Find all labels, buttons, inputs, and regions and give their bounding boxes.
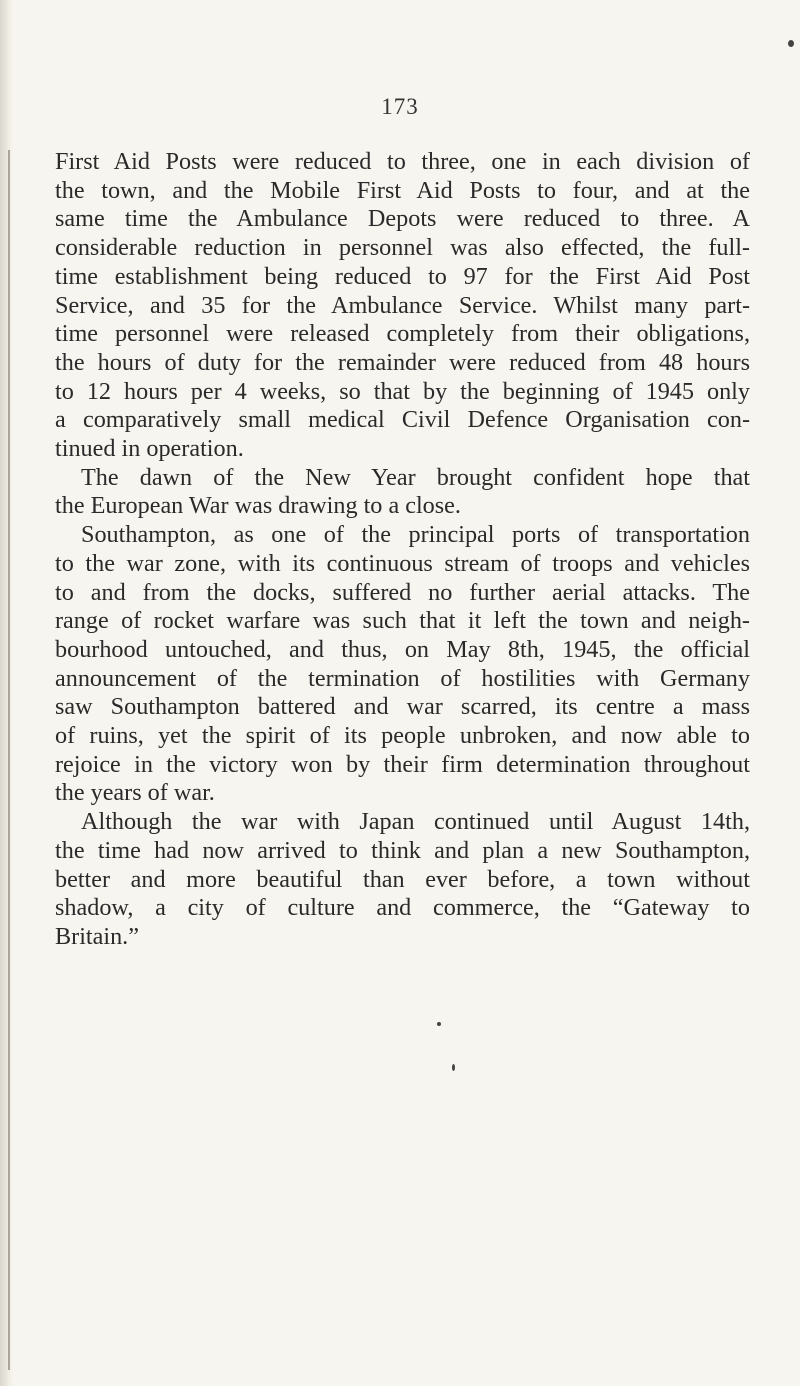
text-line: the hours of duty for the remainder were reduced from 48 hours: [55, 348, 750, 376]
text-line: the years of war.: [55, 779, 215, 807]
scan-speck: [788, 40, 794, 47]
text-line: bourhood untouched, and thus, on May 8th, 1945, the official: [55, 635, 750, 663]
text-line: time establishment being reduced to 97 for the First Aid Post: [55, 262, 750, 290]
text-line: rejoice in the victory won by their firm determination throughout: [55, 750, 750, 778]
text-line: First Aid Posts were reduced to three, one in each division of: [55, 148, 750, 175]
scan-speck: [452, 1064, 455, 1071]
text-line: Southampton, as one of the principal ports of transportation: [81, 521, 750, 549]
text-line: the European War was drawing to a close.: [55, 492, 461, 520]
text-line: range of rocket warfare was such that it left the town and neigh-: [55, 607, 750, 635]
text-line: to and from the docks, suffered no further aerial attacks. The: [55, 578, 750, 606]
text-line: Although the war with Japan continued until August 14th,: [81, 808, 750, 836]
text-line: Britain.”: [55, 922, 139, 950]
text-line: to the war zone, with its continuous stream of troops and vehicles: [55, 549, 750, 577]
text-line: Service, and 35 for the Ambulance Service. Whilst many part-: [55, 291, 750, 319]
binding-line: [8, 150, 10, 1370]
text-line: saw Southampton battered and war scarred, its centre a mass: [55, 693, 750, 721]
page-edge: [0, 0, 14, 1386]
page-number: 173: [381, 94, 419, 119]
text-line: a comparatively small medical Civil Defence Organisation con-: [55, 406, 750, 434]
text-line: same time the Ambulance Depots were reduced to three. A: [55, 205, 750, 233]
text-line: announcement of the termination of hostilities with Germany: [55, 664, 750, 692]
text-line: considerable reduction in personnel was also effected, the full-: [55, 234, 750, 262]
text-line: the town, and the Mobile First Aid Posts to four, and at the: [55, 176, 750, 204]
text-line: the time had now arrived to think and plan a new Southampton,: [55, 836, 750, 864]
text-line: to 12 hours per 4 weeks, so that by the beginning of 1945 only: [55, 377, 750, 405]
text-line: better and more beautiful than ever before, a town without: [55, 865, 750, 893]
scan-speck: [437, 1022, 441, 1026]
text-line: tinued in operation.: [55, 435, 244, 463]
text-line: time personnel were released completely from their obligations,: [55, 320, 750, 348]
body-text: [55, 148, 750, 952]
text-line: The dawn of the New Year brought confident hope that: [81, 463, 750, 491]
text-line: of ruins, yet the spirit of its people unbroken, and now able to: [55, 722, 750, 750]
text-line: shadow, a city of culture and commerce, the “Gateway to: [55, 894, 750, 922]
